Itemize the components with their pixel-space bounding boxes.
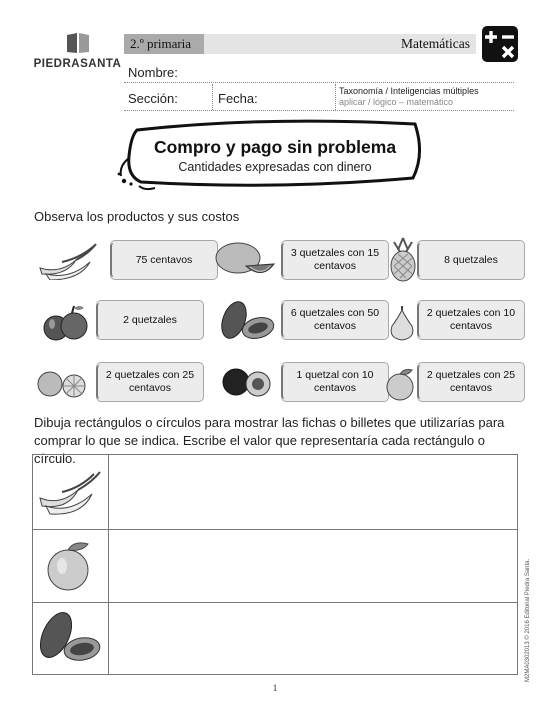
apples-icon	[40, 304, 92, 342]
section-label: Sección:	[128, 91, 178, 106]
taxonomy-label: Taxonomía / Inteligencias múltiples	[339, 86, 479, 96]
header-band	[124, 34, 476, 54]
passion-fruit-icon	[222, 366, 274, 400]
answer-table	[32, 454, 518, 675]
price-tag-pineapple: 8 quetzales	[417, 240, 525, 280]
papaya-icon	[38, 609, 104, 669]
page-number: 1	[272, 683, 278, 693]
subject-label: Matemáticas	[401, 36, 470, 51]
price-tag-papaya: 6 quetzales con 50 centavos	[281, 300, 389, 340]
copyright-notice: M2MA0302013 © 2016 Editorial Piedra Santa.	[525, 558, 531, 682]
instruction-observe: Observa los productos y sus costos	[34, 209, 240, 224]
papaya-icon	[218, 300, 278, 342]
price-tag-apples: 2 quetzales	[96, 300, 204, 340]
publisher-name: PIEDRASANTA	[33, 58, 122, 70]
operations-icon	[482, 26, 518, 62]
header-divider	[335, 84, 336, 110]
name-line	[124, 82, 514, 83]
peach-icon	[382, 368, 420, 402]
grade-label: 2.º primaria	[124, 34, 204, 54]
table-row-peach	[33, 530, 108, 602]
bananas-icon	[38, 468, 104, 516]
bananas-icon	[36, 240, 102, 280]
table-row-papaya	[33, 603, 108, 675]
section-line	[124, 110, 514, 111]
price-tag-passion-fruit: 1 quetzal con 10 centavos	[281, 362, 389, 402]
activity-title: Compro y pago sin problema	[153, 137, 397, 157]
instruction-draw: Dibuja rectángulos o círculos para mostrar las fichas o billetes que utilizarías para comprar lo que se indica. Escribe el valor que representaría cada rectángulo o círculo.	[34, 415, 505, 466]
name-label: Nombre:	[128, 65, 178, 80]
table-row-bananas	[33, 455, 108, 529]
activity-subtitle: Cantidades expresadas con dinero	[178, 160, 372, 174]
peach-icon	[44, 540, 98, 592]
price-tag-pear: 2 quetzales con 10 centavos	[417, 300, 525, 340]
price-tag-orange: 2 quetzales con 25 centavos	[96, 362, 204, 402]
price-tag-peach: 2 quetzales con 25 centavos	[417, 362, 525, 402]
date-label: Fecha:	[218, 91, 258, 106]
header-divider	[212, 84, 213, 110]
book-icon	[65, 32, 91, 54]
table-column-divider	[108, 455, 109, 674]
melon-icon	[214, 240, 276, 280]
taxonomy-value: aplicar / lógico – matemático	[339, 97, 454, 107]
orange-icon	[36, 368, 90, 400]
pear-icon	[384, 306, 420, 342]
price-tag-melon: 3 quetzales con 15 centavos	[281, 240, 389, 280]
publisher-logo	[30, 32, 125, 70]
price-tag-bananas: 75 centavos	[110, 240, 218, 280]
